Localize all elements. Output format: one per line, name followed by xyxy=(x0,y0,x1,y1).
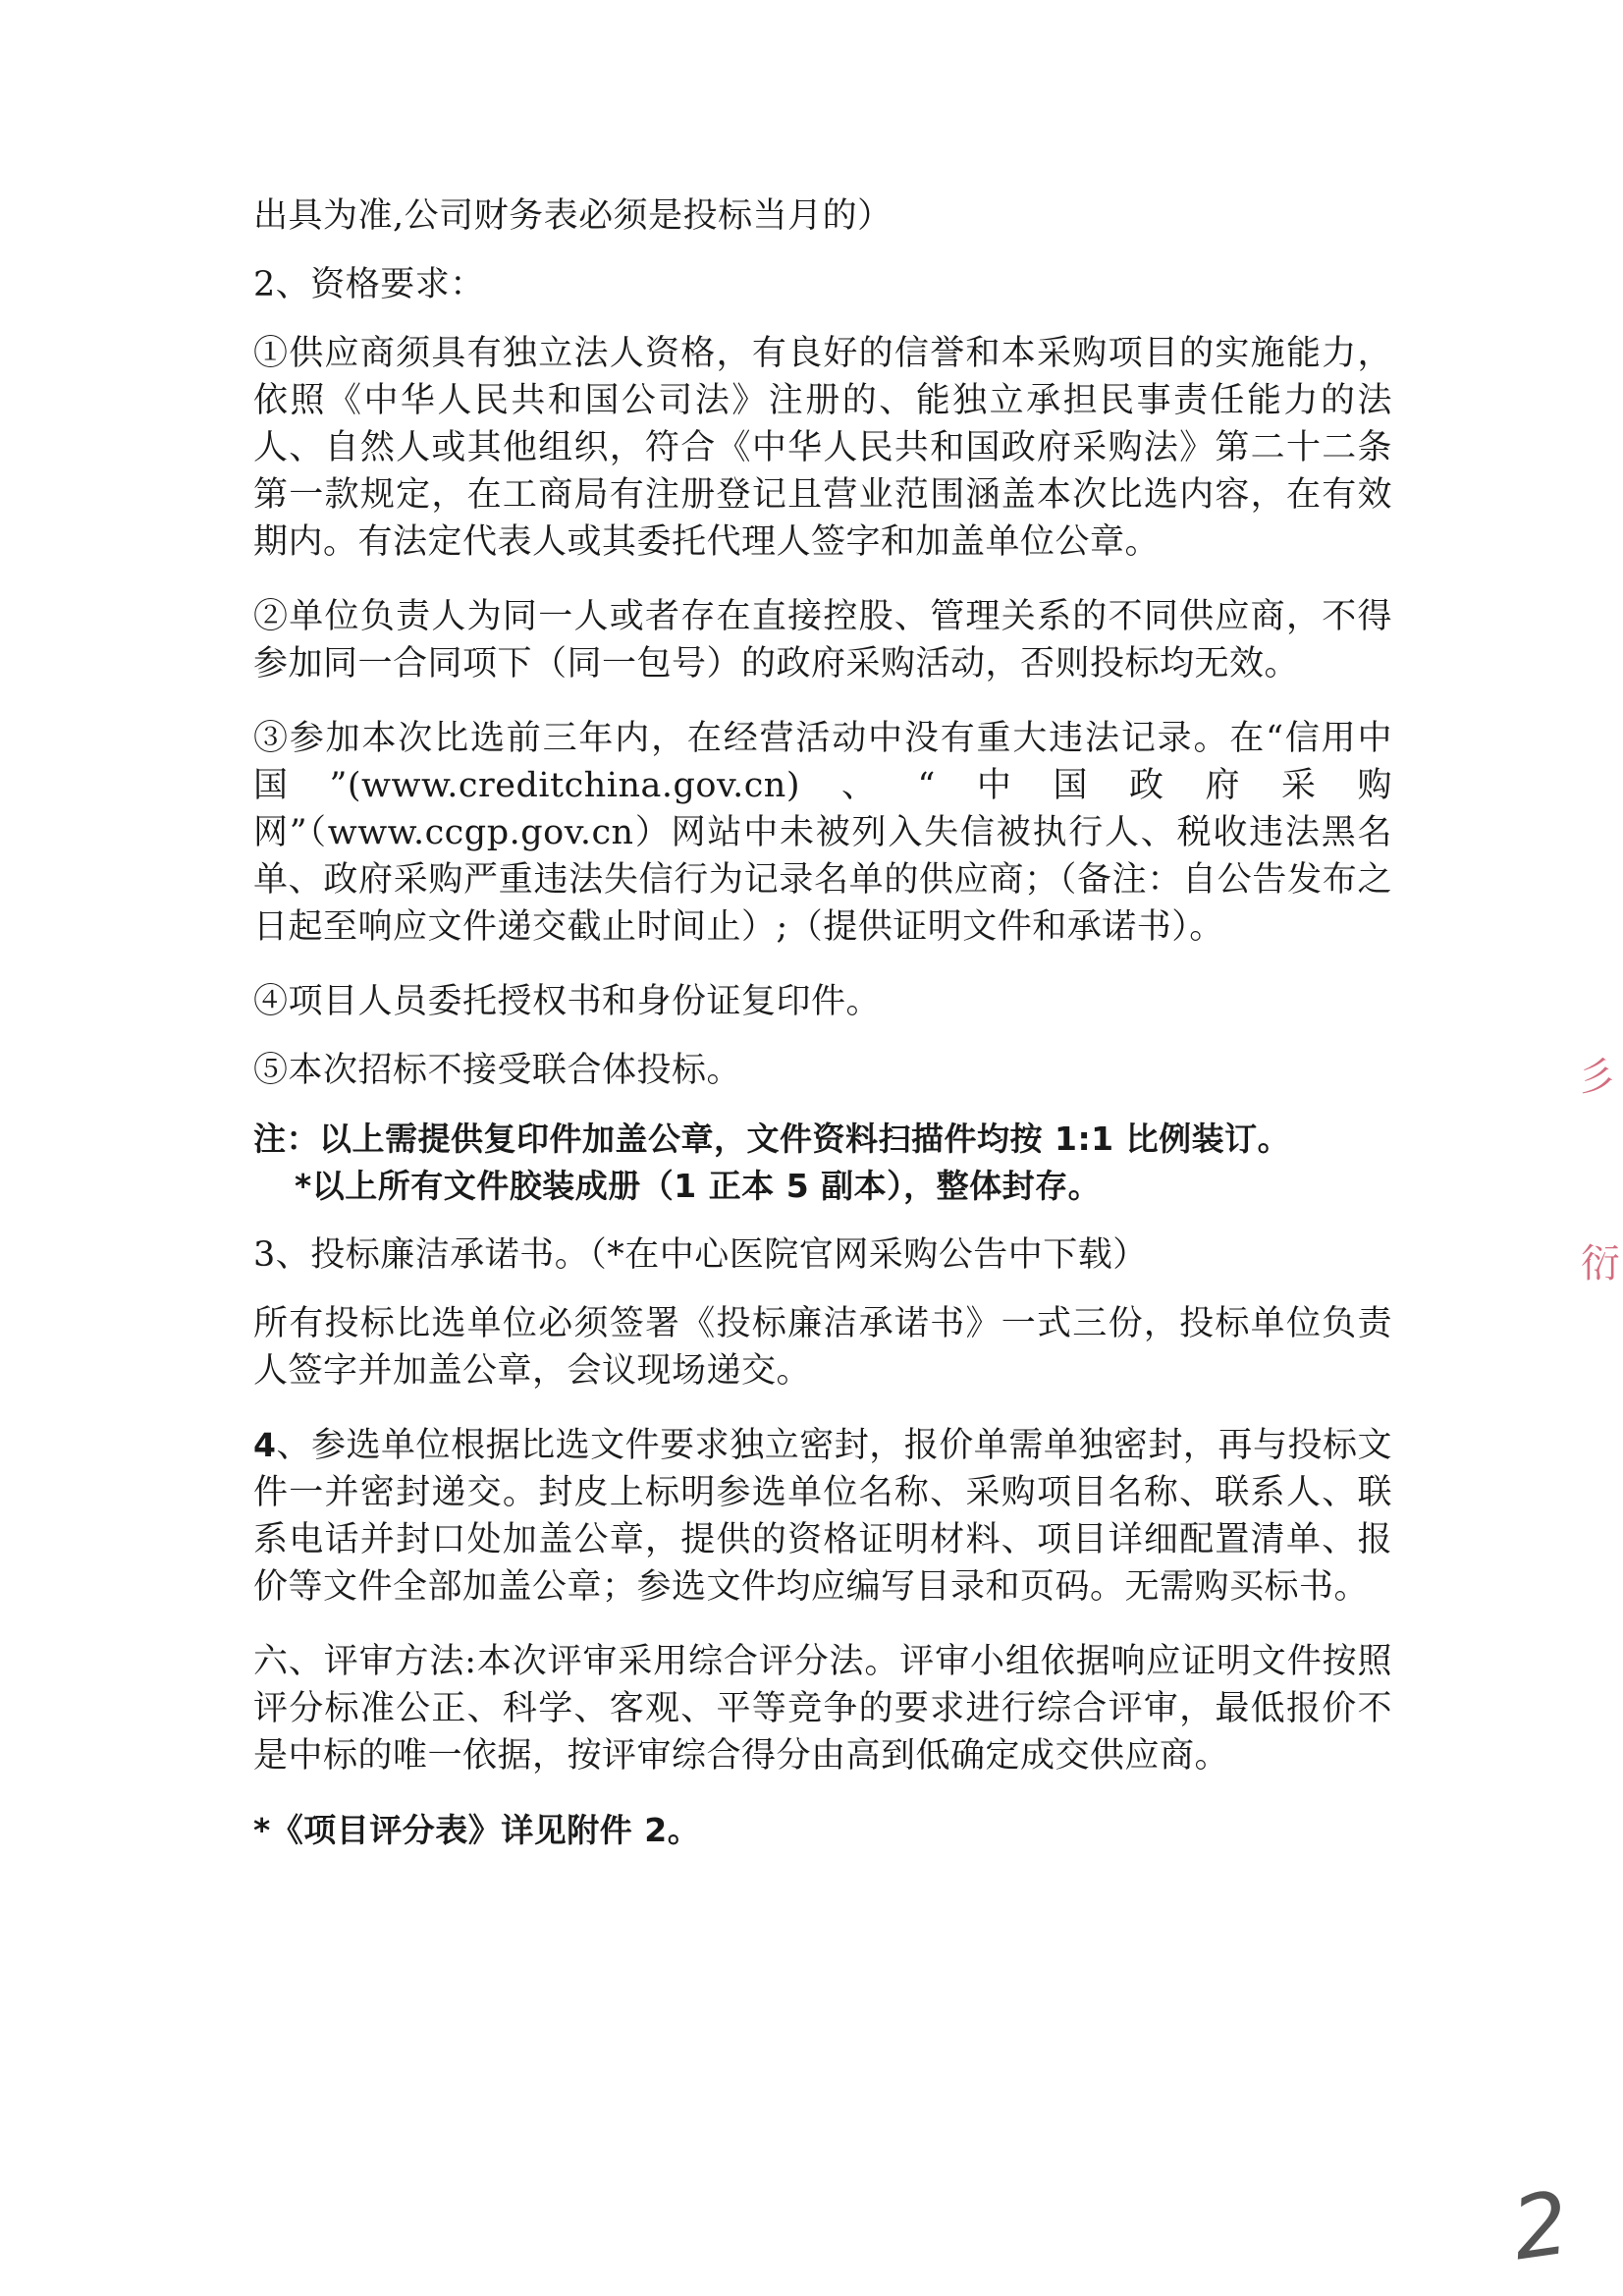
evaluation-method-paragraph: 六、评审方法:本次评审采用综合评分法。评审小组依据响应证明文件按照评分标准公正、科学、客观、平等竞争的要求进行综合评审，最低报价不是中标的唯一依据，按评审综合得分由高到低确定成交供应商。 xyxy=(253,1642,1392,1776)
section-heading-integrity: 3、投标廉洁承诺书。（*在中心医院官网采购公告中下载） xyxy=(253,1235,1148,1275)
bleed-through-text xyxy=(746,59,756,93)
note-line-2: *以上所有文件胶装成册（1 正本 5 副本），整体封存。 xyxy=(295,1167,1102,1205)
document-body xyxy=(253,192,1392,1882)
handwritten-page-number: 2 xyxy=(1506,2171,1575,2280)
requirement-item-2: ②单位负责人为同一人或者存在直接控股、管理关系的不同供应商，不得参加同一合同项下（同一包号）的政府采购活动，否则投标均无效。 xyxy=(253,597,1392,683)
scoring-table-reference: *《项目评分表》详见附件 2。 xyxy=(253,1811,701,1849)
edge-seal-mark-2: 衍 xyxy=(1581,1241,1620,1286)
requirement-item-4: ④项目人员委托授权书和身份证复印件。 xyxy=(253,982,882,1021)
integrity-paragraph: 所有投标比选单位必须签署《投标廉洁承诺书》一式三份，投标单位负责人签字并加盖公章，会议现场递交。 xyxy=(253,1304,1392,1391)
item-number: 4 xyxy=(253,1426,277,1464)
requirement-item-3: ③参加本次比选前三年内，在经营活动中没有重大违法记录。在“信用中国”(www.creditchina.gov.cn)、“中国政府采购网”（www.ccgp.gov.cn）网站中未被列入失信被执行人、税收违法黑名单、政府采购严重违法失信行为记录名单的供应商；（备注：自公告发布之日起至响应文件递交截止时间止）;（提供证明文件和承诺书）。 xyxy=(253,719,1392,947)
edge-seal-mark: 彡 xyxy=(1577,1055,1616,1100)
requirement-item-1: ①供应商须具有独立法人资格，有良好的信誉和本采购项目的实施能力，依照《中华人民共和国公司法》注册的、能独立承担民事责任能力的法人、自然人或其他组织，符合《中华人民共和国政府采购法》第二十二条第一款规定，在工商局有注册登记且营业范围涵盖本次比选内容，在有效期内。有法定代表人或其委托代理人签字和加盖单位公章。 xyxy=(253,334,1392,562)
paragraph-continuation: 出具为准,公司财务表必须是投标当月的） xyxy=(253,196,893,236)
sealing-paragraph xyxy=(253,1422,1392,1611)
section-heading-qualification: 2、资格要求： xyxy=(253,265,485,304)
note-line-1: 注：以上需提供复印件加盖公章，文件资料扫描件均按 1:1 比例装订。 xyxy=(253,1120,1291,1158)
sealing-text: 、参选单位根据比选文件要求独立密封，报价单需单独密封，再与投标文件一并密封递交。封皮上标明参选单位名称、采购项目名称、联系人、联系电话并封口处加盖公章，提供的资格证明材料、项目详细配置清单、报价等文件全部加盖公章；参选文件均应编写目录和页码。无需购买标书。 xyxy=(253,1426,1392,1607)
requirement-item-5: ⑤本次招标不接受联合体投标。 xyxy=(253,1051,742,1090)
note-block xyxy=(253,1116,1392,1210)
